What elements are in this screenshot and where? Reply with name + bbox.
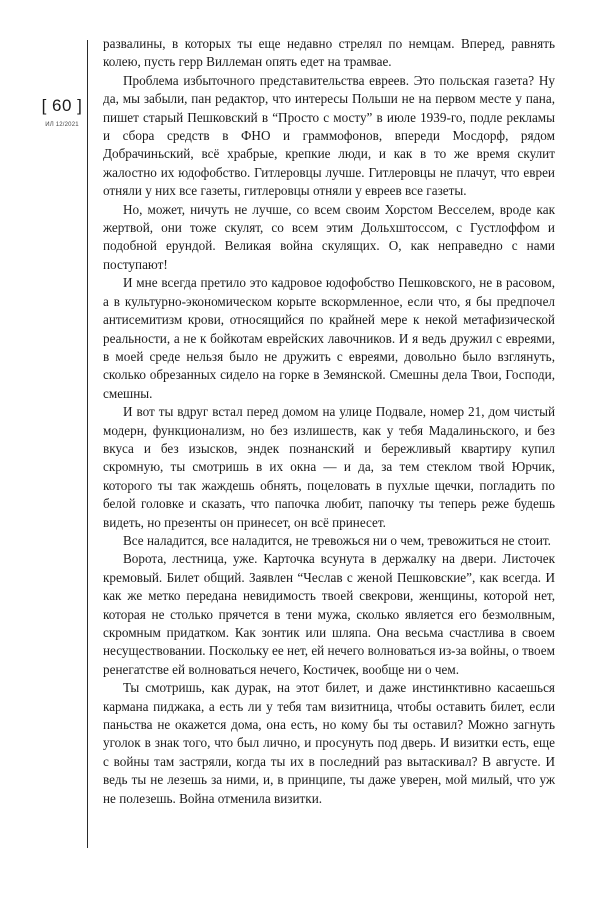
paragraph: Все наладится, все наладится, не тревожься ни о чем, тревожиться не стоит. [123, 532, 551, 548]
body-text [103, 35, 555, 808]
page-number: [ 60 ] [41, 96, 83, 115]
paragraph: развалины, в которых ты еще недавно стрелял по немцам. Вперед, равнять колею, пусть герр Виллеман опять едет на трамвае. [103, 36, 555, 70]
paragraph: И вот ты вдруг встал перед домом на улице Подвале, номер 21, дом чистый модерн, функционализм, но без излишеств, как у тебя Мадалиньского, и без вкуса и без изысков, эндек познанский и бережливый квартиру купил скромную, ты смотришь в их окна — и да, за тем стеклом твой Юрчик, которого ты так жаждешь обнять, поцеловать в пухлые щечки, погладить по белой головке и сказать, что папочка любит, папочку ты теперь реже будешь видеть, но презенты он принесет, он всё принесет. [103, 404, 555, 530]
paragraph: Проблема избыточного представительства евреев. Это польская газета? Ну да, мы забыли, пан редактор, что интересы Польши не на первом месте у пана, пишет старый Пешковский в “Просто с мосту” в июле 1939-го, подле рекламы и сбора средств в ФНО и граммофонов, впереди Мосдорф, рядом Добрачиньский, всё храбрые, крепкие люди, и как в то же время скулит жалостно их юдофобство. Гитлеровцы лучше. Гитлеровцы не плачут, что евреи отняли у них все газеты, гитлеровцы отняли у евреев все газеты. [103, 72, 555, 199]
paragraph: Ты смотришь, как дурак, на этот билет, и даже инстинктивно касаешься кармана пиджака, а есть ли у тебя там визитница, чтобы оставить билет, если паньства не окажется дома, она есть, но кому бы ты оставил? Можно загнуть уголок в знак того, что был лично, и просунуть под дверь. И визитки есть, еще с войны там застряли, когда ты их в последний раз вытаскивал? В августе. И ведь ты не лезешь за ними, и, в принципе, ты даже уверен, мой милый, что уж не полезешь. Война отменила визитки. [103, 680, 555, 806]
margin-rule [87, 40, 88, 848]
paragraph: Ворота, лестница, уже. Карточка всунута в держалку на двери. Листочек кремовый. Билет общий. Заявлен “Чеслав с женой Пешковские”, как всегда. И как же метко передана невидимость твоей свекрови, женщины, которой нет, которая не столько прячется в тени мужа, сколько является его безмолвным, скромным придатком. Как зонтик или шляпа. Она весьма счастлива в своем несуществовании. Поскольку ее нет, ей нечего волноваться из-за войны, о твоем ренегатстве ей волноваться нечего, Костичек, вообще ни о чем. [103, 551, 555, 677]
issue-label: ИЛ 12/2021 [45, 122, 79, 128]
paragraph: И мне всегда претило это кадровое юдофобство Пешковского, не в расовом, а в культурно-экономическом корыте вскормленное, если что, я бы предпочел антисемитизм крови, относящийся по крайней мере к некой метафизической реальности, а не к бойкотам еврейских лавочников. И я ведь дружил с евреями, в моей среде нельзя было не дружить с евреями, довольно было взглянуть, сколько обрезанных сидело на горке в Земянской. Смешны дела Твои, Господи, смешны. [103, 275, 555, 401]
paragraph: Но, может, ничуть не лучше, со всем своим Хорстом Весселем, вроде как жертвой, они тоже скулят, со всем этим Дольхштоссом, с Густлоффом и подобной ерундой. Великая война скулящих. О, как неправедно с нами поступают! [103, 201, 555, 272]
